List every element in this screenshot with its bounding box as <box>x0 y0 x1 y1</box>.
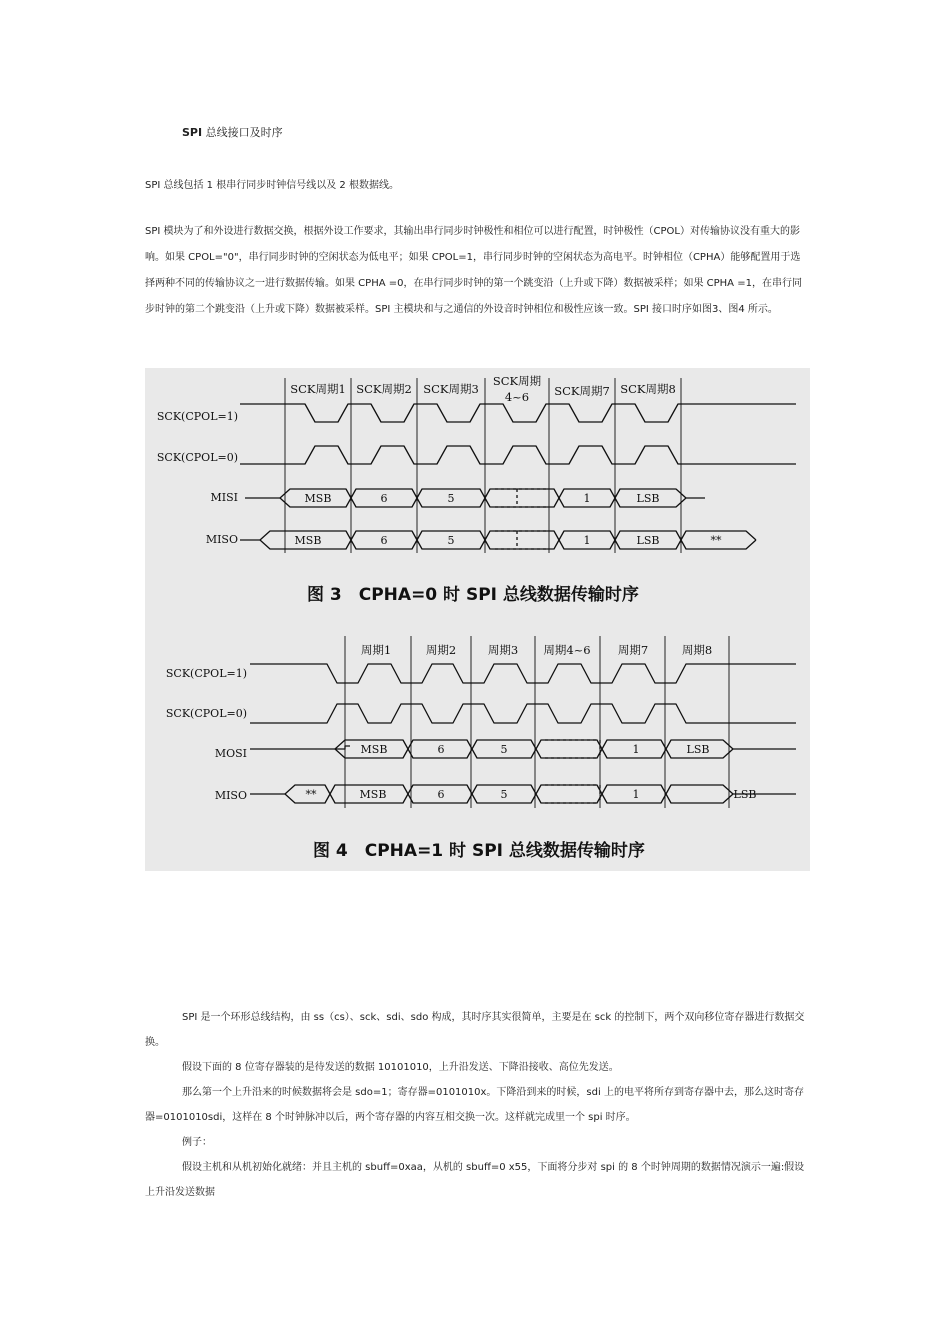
fig3-miso-bit6: 6 <box>380 534 388 547</box>
fig3-period-2: SCK周期2 <box>356 382 412 396</box>
fig4-caption: 图 4 CPHA=1 时 SPI 总线数据传输时序 <box>313 841 645 861</box>
fig3-miso-msb: MSB <box>294 534 322 547</box>
fig3-miso-lsb: LSB <box>636 534 660 547</box>
fig3-misi-bit5: 5 <box>447 492 455 505</box>
fig4-period-7: 周期7 <box>617 643 649 657</box>
fig4-miso-msb: MSB <box>359 788 387 801</box>
fig3-label-miso: MISO <box>205 533 238 546</box>
paragraph-ring-structure: SPI 是一个环形总线结构，由 ss（cs）、sck、sdi、sdo 构成，其时序其实很简单，主要是在 sck 的控制下，两个双向移位寄存器进行数据交换。 <box>145 1012 805 1048</box>
document-title <box>182 124 283 140</box>
fig4-period-2: 周期2 <box>425 643 457 657</box>
fig3-label-misi: MISI <box>210 491 238 504</box>
fig3-miso-bit5: 5 <box>447 534 455 547</box>
fig4-miso-bit5: 5 <box>500 788 508 801</box>
fig4-mosi-gap <box>545 740 600 758</box>
title-bold: SPI <box>182 126 203 139</box>
fig4-miso-gap <box>545 785 600 803</box>
fig3-label-sck-cpol1: SCK(CPOL=1) <box>156 410 238 423</box>
fig3-sck-cpol0-wave <box>240 446 796 464</box>
fig4-period-3: 周期3 <box>487 643 519 657</box>
fig4-miso-bus <box>250 785 796 803</box>
fig3-period-4-6-range: 4~6 <box>504 390 530 404</box>
fig4-period-8: 周期8 <box>681 643 713 657</box>
fig3-misi-bit1: 1 <box>583 492 591 505</box>
fig4-miso-lsb: LSB <box>733 788 757 801</box>
fig3-period-8: SCK周期8 <box>620 382 676 396</box>
fig3-miso-bit1: 1 <box>583 534 591 547</box>
paragraph-cpol-cpha: SPI 模块为了和外设进行数据交换，根据外设工作要求，其输出串行同步时钟极性和相位可以进行配置，时钟极性（CPOL）对传输协议没有重大的影响。如果 CPOL="0"，串行同步时钟的空闲状态为低电平；如果 CPOL=1，串行同步时钟的空闲状态为高电平。时钟相位（CPHA）能够配置用于选择两种不同的传输协议之一进行数据传输。如果 CPHA =0，在串行同步时钟的第一个跳变沿（上升或下降）数据被采样；如果 CPHA =1，在串行同步时钟的第二个跳变沿（上升或下降）数据被采样。SPI 主模块和与之通信的外设音时钟相位和极性应该一致。SPI 接口时序如图3、图4 所示。 <box>145 226 802 315</box>
fig4-miso-bit6: 6 <box>437 788 445 801</box>
fig4-mosi-msb: MSB <box>360 743 388 756</box>
title-rest: 总线接口及时序 <box>202 126 283 139</box>
fig3-label-sck-cpol0: SCK(CPOL=0) <box>156 451 238 464</box>
fig4-label-mosi: MOSI <box>214 747 247 760</box>
fig4-mosi-bit1: 1 <box>632 743 640 756</box>
fig4-mosi-lsb: LSB <box>686 743 710 756</box>
paragraph-intro: SPI 总线包括 1 根串行同步时钟信号线以及 2 根数据线。 <box>145 180 399 191</box>
paragraph-example-heading: 例子： <box>182 1137 212 1148</box>
fig4-period-dividers <box>345 636 729 808</box>
fig4-sck-cpol0-wave <box>250 704 796 723</box>
fig3-period-3: SCK周期3 <box>423 382 479 396</box>
lower-text-block <box>145 1005 810 1205</box>
fig4-label-miso: MISO <box>214 789 247 802</box>
timing-diagram <box>145 368 810 871</box>
fig4-miso-bit1: 1 <box>632 788 640 801</box>
fig3-period-7: SCK周期7 <box>554 384 610 398</box>
paragraph-rising-edge: 那么第一个上升沿来的时候数据将会是 sdo=1；寄存器=0101010x。下降沿到来的时候，sdi 上的电平将所存到寄存器中去，那么这时寄存器=0101010sdi，这样在 8 个时钟脉冲以后，两个寄存器的内容互相交换一次。这样就完成里一个 spi 时序。 <box>145 1087 804 1123</box>
fig4-sck-cpol1-wave <box>250 664 796 683</box>
fig3-misi-lsb: LSB <box>636 492 660 505</box>
fig3-miso-dont-care: ** <box>710 534 722 547</box>
fig4-label-sck-cpol1: SCK(CPOL=1) <box>165 667 247 680</box>
fig3-period-1: SCK周期1 <box>290 382 346 396</box>
fig4-period-4-6: 周期4~6 <box>543 643 591 657</box>
paragraph-example-body: 假设主机和从机初始化就绪：并且主机的 sbuff=0xaa，从机的 sbuff=0 x55，下面将分步对 spi 的 8 个时钟周期的数据情况演示一遍:假设上升沿发送数据 <box>145 1162 805 1198</box>
fig3-caption: 图 3 CPHA=0 时 SPI 总线数据传输时序 <box>307 585 639 605</box>
fig3-miso-gap <box>495 531 549 549</box>
fig4-mosi-bus <box>250 740 796 758</box>
fig4-label-sck-cpol0: SCK(CPOL=0) <box>165 707 247 720</box>
fig3-misi-gap <box>495 489 549 507</box>
fig3-misi-bit6: 6 <box>380 492 388 505</box>
fig3-misi-msb: MSB <box>304 492 332 505</box>
fig4-period-1: 周期1 <box>360 643 392 657</box>
paragraph-register-assumption: 假设下面的 8 位寄存器装的是待发送的数据 10101010，上升沿发送、下降沿接收、高位先发送。 <box>182 1062 619 1073</box>
fig4-mosi-bit6: 6 <box>437 743 445 756</box>
fig4-mosi-bit5: 5 <box>500 743 508 756</box>
fig4-miso-dont-care: ** <box>305 788 317 801</box>
timing-figure <box>145 368 810 871</box>
fig3-sck-cpol1-wave <box>240 404 796 422</box>
fig3-period-4-6: SCK周期 <box>492 374 542 388</box>
